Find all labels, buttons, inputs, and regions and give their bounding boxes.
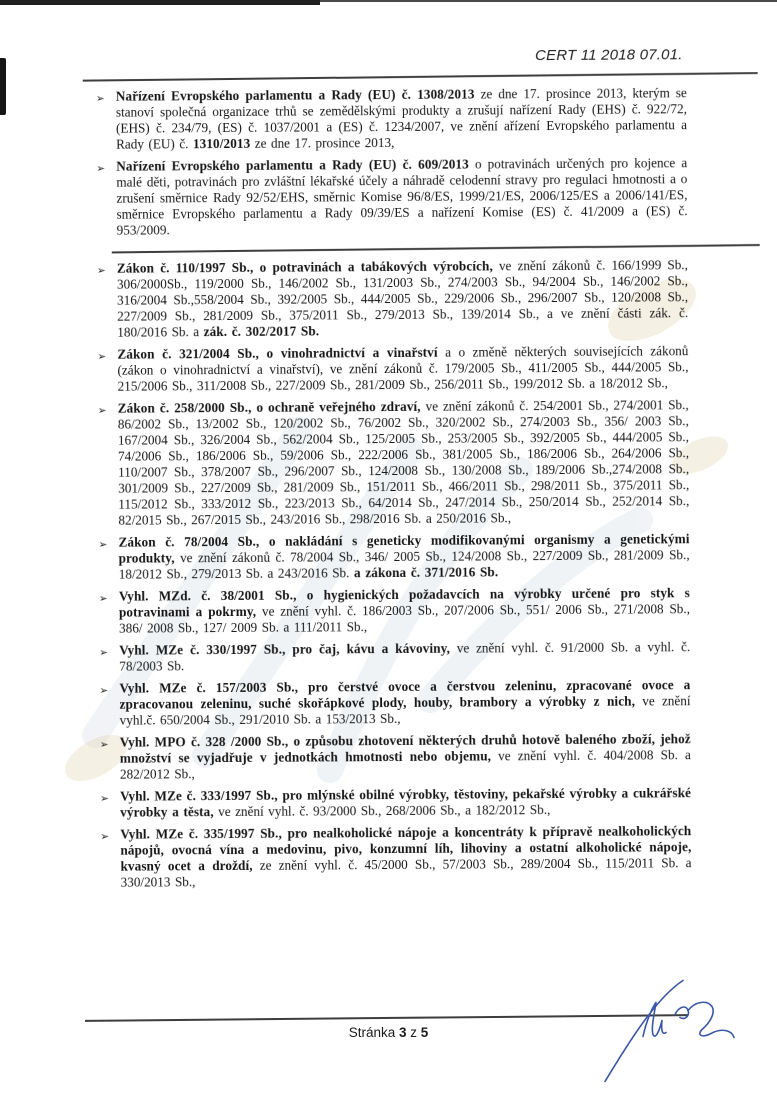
bullet-arrow-icon: ➢ <box>99 738 109 751</box>
document-code: CERT 11 2018 07.01. <box>535 46 683 65</box>
bullet-arrow-icon: ➢ <box>96 264 106 277</box>
signature <box>595 972 760 1090</box>
list-item-text: Vyhl. MPO č. 328 /2000 Sb., o způsobu zhotovení některých druhů hotově baleného zboží, jehož množství se vyjadřuje v jednotkách hmotnosti nebo objemu, ve znění vyhl. č. 404/2008 Sb. a 282/2012 Sb., <box>119 731 691 782</box>
header-rule <box>83 72 758 82</box>
list-item-text: Vyhl. MZe č. 335/1997 Sb., pro nealkoholické nápoje a koncentráty k přípravě nealkoholických nápojů, ovocná vína a medovinu, pivo, konzumní líh, lihoviny a ostatní alkoholické nápoje, kvasný ocet a droždí, ze znění vyhl. č. 45/2000 Sb., 57/2003 Sb., 289/2004 Sb., 115/2011 Sb. a 330/2013 Sb., <box>120 823 692 890</box>
bullet-arrow-icon: ➢ <box>99 684 109 697</box>
list-item-text: Nařízení Evropského parlamentu a Rady (EU) č. 1308/2013 ze dne 17. prosince 2013, kterým se stanoví společná organizace trhů se zemědělskými produkty a zrušují nařízení Rady (EHS) č. 922/72, (EHS) č. 234/79, (ES) č. 1037/2001 a (ES) č. 1234/2007, ve znění ařízení Evropského parlamentu a Rady (EU) č. 1310/2013 ze dne 17. prosince 2013, <box>115 85 688 152</box>
list-item-text: Vyhl. MZe č. 157/2003 Sb., pro čerstvé ovoce a čerstvou zeleninu, zpracované ovoce a zpracovanou zeleninu, suché skořápkové plody, houby, brambory a výrobky z nich, ve znění vyhl.č. 650/2004 Sb., 291/2010 Sb. a 153/2013 Sb., <box>119 677 691 728</box>
national-laws-list <box>96 257 692 891</box>
list-item <box>99 823 691 891</box>
section-divider-rule <box>112 244 760 253</box>
bullet-arrow-icon: ➢ <box>98 592 108 605</box>
footer-of-word: z <box>410 1025 418 1040</box>
scan-edge-artifact-thick <box>0 0 320 5</box>
list-item-text: Vyhl. MZd. č. 38/2001 Sb., o hygienických požadavcích na výrobky určené pro styk s potravinami a pokrmy, ve znění vyhl. č. 186/2003 Sb., 207/2006 Sb., 551/ 2006 Sb., 271/2008 Sb., 386/ 2008 Sb., 127/ 2009 Sb. a 111/2011 Sb., <box>118 585 691 636</box>
bullet-arrow-icon: ➢ <box>100 792 109 805</box>
list-item <box>98 677 690 729</box>
list-item-text: Vyhl. MZe č. 333/1997 Sb., pro mlýnské obilné výrobky, těstoviny, pekařské výrobky a cukrářské výrobky a těsta, ve znění vyhl. č. 93/2000 Sb., 268/2006 Sb., a 182/2012 Sb., <box>120 785 692 820</box>
bullet-arrow-icon: ➢ <box>97 404 107 417</box>
list-item-text: Zákon č. 110/1997 Sb., o potravinách a tabákových výrobcích, ve znění zákonů č. 166/1999 Sb., 306/2000Sb., 119/2000 Sb., 146/2002 Sb., 131/2003 Sb., 274/2003 Sb., 94/2004 Sb., 146/2002 Sb., 316/2004 Sb.,558/2004 Sb., 392/2005 Sb., 444/2005 Sb., 229/2006 Sb., 296/2007 Sb., 120/2008 Sb., 227/2009 Sb., 281/2009 Sb., 375/2011 Sb., 279/2013 Sb., 139/2014 Sb., a ve znění části zák. č. 180/2016 Sb. a zák. č. 302/2017 Sb. <box>116 257 689 340</box>
list-item <box>96 257 688 341</box>
bullet-arrow-icon: ➢ <box>95 92 105 105</box>
list-item-text: Zákon č. 321/2004 Sb., o vinohradnictví a vinařství a o změně některých souvisejících zákonů (zákon o vinohradnictví a vinařství), ve znění zákonů č. 179/2005 Sb., 411/2005 Sb., 444/2005 Sb., 215/2006 Sb., 311/2008 Sb., 227/2009 Sb., 281/2009 Sb., 256/2011 Sb., 199/2012 Sb. a 18/2012 Sb., <box>117 343 689 394</box>
footer-total-pages: 5 <box>420 1025 429 1040</box>
bullet-arrow-icon: ➢ <box>96 162 106 175</box>
list-item <box>96 343 688 395</box>
bullet-arrow-icon: ➢ <box>100 830 110 843</box>
list-item-text: Nařízení Evropského parlamentu a Rady (EU) č. 609/2013 o potravinách určených pro kojence a malé děti, potravinách pro zvláštní lékařské účely a náhradě celodenní stravy pro regulaci hmotnosti a o zrušení směrnice Rady 92/52/EHS, směrnic Komise 96/8/ES, 1999/21/ES, 2006/125/ES a 2006/141/ES, směrnice Evropského parlamentu a Rady 09/39/ES a nařízení Komise (ES) č. 41/2009 a (ES) č. 953/2009. <box>116 155 688 238</box>
footer-label: Stránka <box>348 1025 396 1040</box>
list-item <box>97 531 689 583</box>
list-item <box>95 155 687 239</box>
bullet-arrow-icon: ➢ <box>97 350 107 363</box>
list-item <box>98 639 690 675</box>
document-content <box>94 8 691 897</box>
bullet-arrow-icon: ➢ <box>99 646 109 659</box>
list-item <box>98 585 690 637</box>
list-item <box>97 397 690 529</box>
list-item-text: Vyhl. MZe č. 330/1997 Sb., pro čaj, kávu a kávoviny, ve znění vyhl. č. 91/2000 Sb. a vyhl. č. 78/2003 Sb. <box>119 639 691 674</box>
list-item-text: Zákon č. 78/2004 Sb., o nakládání s geneticky modifikovanými organismy a genetickými produkty, ve znění zákonů č. 78/2004 Sb., 346/ 2005 Sb., 124/2008 Sb., 227/2009 Sb., 281/2009 Sb., 18/2012 Sb., 279/2013 Sb. a 243/2016 Sb. a zákona č. 371/2016 Sb. <box>118 531 690 582</box>
eu-regulations-list <box>95 85 688 239</box>
bullet-arrow-icon: ➢ <box>98 538 108 551</box>
list-item-text: Zákon č. 258/2000 Sb., o ochraně veřejného zdraví, ve znění zákonů č. 254/2001 Sb., 274/2001 Sb., 86/2002 Sb., 13/2002 Sb., 120/2002 Sb., 76/2002 Sb., 320/2002 Sb., 274/2003 Sb., 356/ 2003 Sb., 167/2004 Sb., 326/2004 Sb., 562/2004 Sb., 125/2005 Sb., 253/2005 Sb., 392/2005 Sb., 444/2005 Sb., 74/2006 Sb., 186/2006 Sb., 59/2006 Sb., 222/2006 Sb., 381/2005 Sb., 186/2006 Sb., 264/2006 Sb., 110/2007 Sb., 378/2007 Sb., 296/2007 Sb., 124/2008 Sb., 130/2008 Sb., 189/2006 Sb.,274/2008 Sb., 301/2009 Sb., 227/2009 Sb., 281/2009 Sb., 151/2011 Sb., 466/2011 Sb., 298/2011 Sb., 375/2011 Sb., 115/2012 Sb., 333/2012 Sb., 223/2013 Sb., 64/2014 Sb., 247/2014 Sb., 250/2014 Sb., 252/2014 Sb., 82/2015 Sb., 267/2015 Sb., 243/2016 Sb., 298/2016 Sb. a 250/2016 Sb., <box>117 397 690 528</box>
footer-page-number: 3 <box>398 1025 407 1040</box>
list-item <box>99 731 691 783</box>
list-item <box>95 85 687 153</box>
list-item <box>99 785 691 821</box>
scan-edge-blob <box>0 58 6 115</box>
